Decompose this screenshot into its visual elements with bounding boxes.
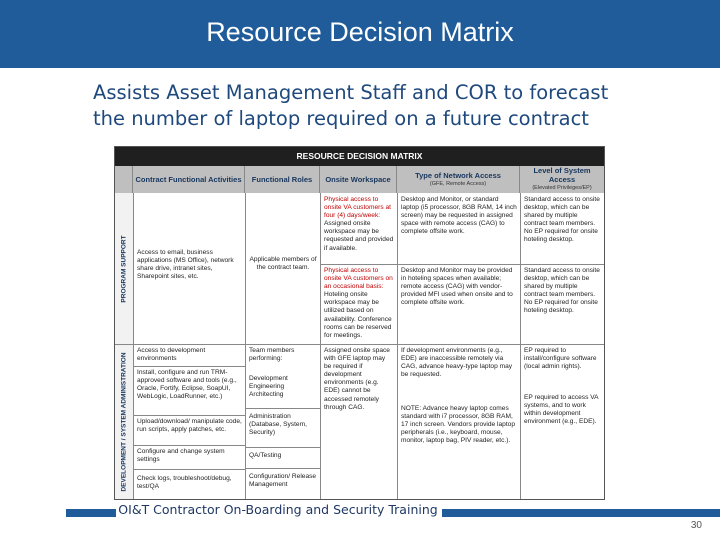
page-number: 30	[690, 520, 702, 531]
header-network-sub: (GFE, Remote Access)	[429, 180, 487, 187]
program-network-cell-1: Desktop and Monitor, or standard laptop (i5 processor, 8GB RAM, 14 inch screen) may be requested in assigned space with remote access (CAG) to complete offsite work.	[401, 196, 517, 236]
program-network-cell-2: Desktop and Monitor may be provided in hoteling spaces when available; remote access (CAG) with vendor-provided MFI used when onsite and to complete offsite work.	[401, 267, 513, 307]
workspace-2-highlight: Physical access to onsite VA customers on an occasional basis:	[324, 267, 393, 291]
dev-network-cell-1: If development environments (e.g., EDE) are inaccessible remotely via CAG, advance heavy-type laptop may be requested.	[401, 347, 513, 379]
program-system-cell-1: Standard access to onsite desktop, which can be shared by multiple contract team members. No EP required for onsite hoteling desktop.	[524, 196, 600, 244]
dev-role-cell: QA/Testing	[249, 452, 282, 459]
header-network	[397, 166, 520, 193]
dev-activity-cell: Install, configure and run TRM-approved software and tools (e.g., Oracle, Fortify, Eclipse, SoapUI, WebLogic, LoadRunner, etc.)	[137, 369, 237, 401]
dev-activity-cell: Upload/download/ manipulate code, run scripts, apply patches, etc.	[137, 418, 242, 434]
dev-workspace-cell: Assigned onsite space with GFE laptop may be required if development environments (e.g. EDE) cannot be accessed remotely through CAG.	[324, 347, 390, 411]
row-divider	[245, 447, 320, 448]
subtitle-line-1: Assists Asset Management Staff and COR to forecast	[93, 81, 609, 104]
dev-role-cell: Development Engineering Architecting	[249, 375, 288, 399]
dev-system-cell-1: EP required to install/configure software (local admin rights).	[524, 347, 597, 371]
program-workspace-cell-2	[321, 265, 397, 344]
dev-activity-cell: Configure and change system settings	[137, 448, 225, 464]
header-corner	[115, 166, 133, 193]
workspace-1-highlight: Physical access to onsite VA customers at four (4) days/week:	[324, 196, 391, 220]
row-divider	[133, 469, 245, 470]
resource-decision-matrix-table	[114, 146, 605, 500]
header-system-sub: (Elevated Privileges/EP)	[532, 185, 592, 191]
row-divider	[245, 468, 320, 469]
header-system	[520, 166, 604, 193]
subtitle	[93, 80, 693, 132]
footer-bar-left	[66, 509, 116, 517]
footer-text: OI&T Contractor On-Boarding and Security Training	[118, 502, 438, 517]
matrix-title: RESOURCE DECISION MATRIX	[115, 147, 604, 166]
program-workspace-cell-1	[321, 194, 397, 264]
header-roles: Functional Roles	[245, 166, 320, 193]
header-system-label: Level of System Access	[533, 166, 591, 184]
dev-role-cell: Administration (Database, System, Security)	[249, 413, 307, 437]
dev-activity-cell: Access to development environments	[137, 347, 206, 363]
dev-role-cell: Team members performing:	[249, 347, 295, 363]
section-program-support	[115, 193, 134, 344]
dev-system-cell-2: EP required to access VA systems, and to work within development environment (e.g., EDE).	[524, 394, 599, 426]
dev-network-cell-2: NOTE: Advance heavy laptop comes standard with i7 processor, 8GB RAM, 17 inch screen. Vendors provide laptop peripherals (i.e., keyboard, mouse, monitor, laptop bag, PIV reader, etc.).	[401, 405, 515, 445]
section-program-support-label: PROGRAM SUPPORT	[120, 234, 128, 303]
workspace-1-text: Assigned onsite workspace may be requested and provided if available.	[324, 220, 394, 252]
workspace-2-text: Hoteling onsite workspace may be utilized based on availability. Conference rooms can be reserved for meetings.	[324, 291, 392, 339]
row-divider	[245, 408, 320, 409]
title-bar	[0, 0, 720, 68]
header-activities: Contract Functional Activities	[133, 166, 245, 193]
header-workspace: Onsite Workspace	[320, 166, 397, 193]
section-development	[115, 344, 134, 499]
dev-activity-cell: Check logs, troubleshoot/debug, test/QA	[137, 475, 232, 491]
program-roles-cell: Applicable members of the contract team.	[249, 256, 317, 272]
subtitle-line-2: the number of laptop required on a future contract	[93, 107, 589, 130]
header-network-label: Type of Network Access	[415, 170, 501, 180]
page-title: Resource Decision Matrix	[206, 17, 514, 47]
program-activities-cell: Access to email, business applications (MS Office), network share drive, intranet sites, Sharepoint sites, etc.	[137, 249, 234, 281]
program-system-cell-2: Standard access to onsite desktop, which can be shared by multiple contract team members. No EP required for onsite hoteling desktop.	[524, 267, 600, 315]
dev-role-cell: Configuration/ Release Management	[249, 473, 317, 489]
section-development-label: DEVELOPMENT / SYSTEM ADMINISTRATION	[120, 351, 128, 492]
footer-bar-right	[442, 509, 720, 517]
